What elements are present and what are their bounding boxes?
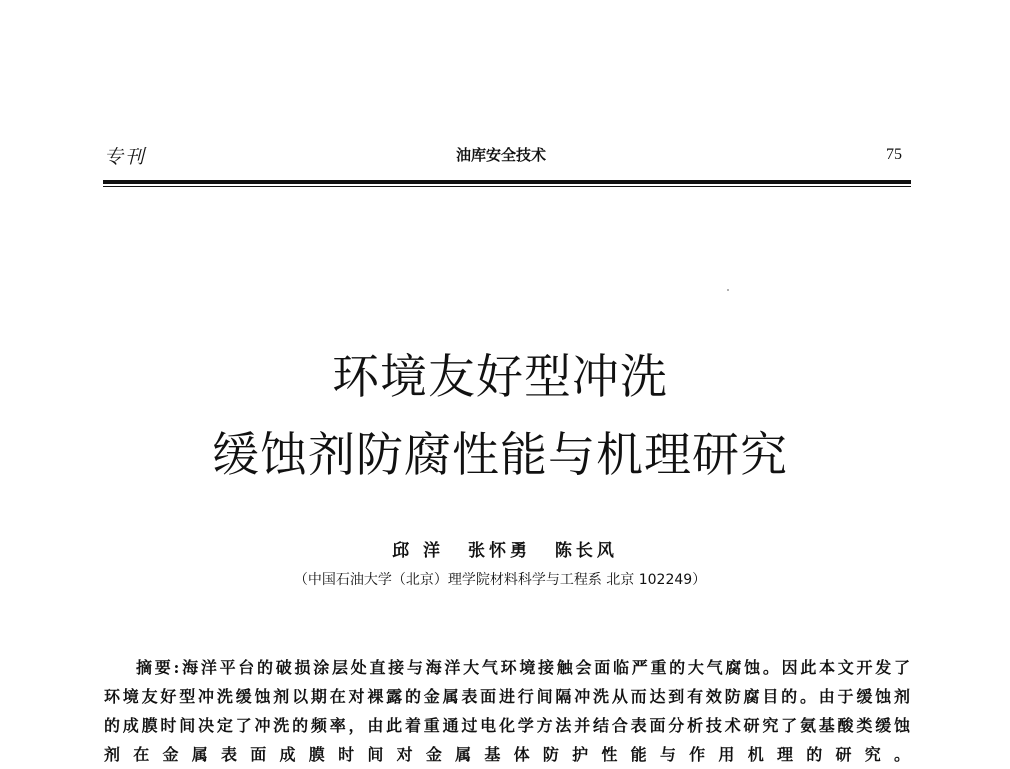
header-page-number: 75 — [886, 146, 902, 163]
abstract-line: 环境友好型冲洗缓蚀剂以期在对裸露的金属表面进行间隔冲洗从而达到有效防腐目的。由于缓蚀剂 — [104, 687, 910, 706]
author-name: 邱 洋 — [392, 541, 445, 561]
header-journal-name: 油库安全技术 — [456, 146, 547, 164]
running-header — [104, 142, 908, 174]
abstract-line: 摘要:海洋平台的破损涂层处直接与海洋大气环境接触会面临严重的大气腐蚀。因此本文开发了 — [136, 658, 910, 677]
abstract-line: 的成膜时间决定了冲洗的频率，由此着重通过电化学方法并结合表面分析技术研究了氨基酸类缓蚀 — [104, 716, 910, 735]
author-list — [0, 540, 1010, 562]
article-title-line-1: 环境友好型冲洗 — [332, 350, 668, 405]
author-name: 张怀勇 — [467, 541, 531, 561]
scan-speck — [727, 289, 729, 291]
header-rule-thin — [103, 186, 911, 187]
author-name: 陈长风 — [554, 541, 618, 561]
abstract-line: 剂在金属表面成膜时间对金属基体防护性能与作用机理的研究。 — [104, 745, 910, 764]
header-rule-thick — [103, 180, 911, 184]
author-affiliation: （中国石油大学（北京）理学院材料科学与工程系 北京 102249） — [293, 572, 707, 588]
abstract — [104, 653, 910, 769]
article-title-line-2: 缓蚀剂防腐性能与机理研究 — [212, 428, 788, 483]
header-section-label: 专刊 — [104, 146, 147, 168]
